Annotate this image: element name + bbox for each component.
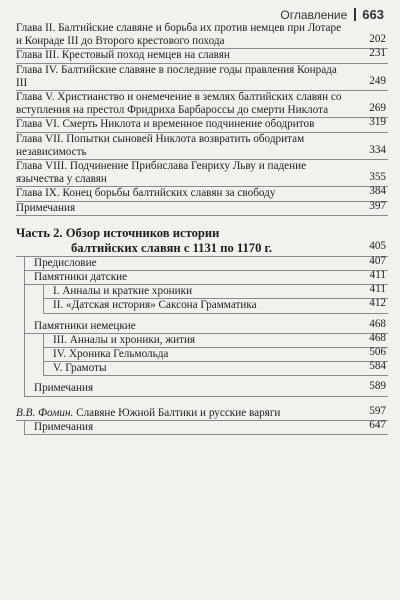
subsection-group bbox=[43, 331, 388, 377]
running-header bbox=[280, 7, 384, 22]
toc-entry-title: Предисловие bbox=[34, 256, 97, 269]
toc-entry-title: Глава III. Крестовый поход немцев на славян bbox=[16, 49, 230, 62]
toc-entry-title: Глава IV. Балтийские славяне в последние годы правления Конрада III bbox=[16, 63, 337, 89]
toc-entry-page: 384 bbox=[369, 185, 386, 198]
toc-entry-page: 468 bbox=[369, 317, 386, 330]
toc-entry-title: Примечания bbox=[34, 382, 94, 395]
toc-entry-page: 355 bbox=[369, 171, 386, 184]
toc-entry-title: Глава V. Христианство и онемечение в землях балтийских славян со вступления на престол Фридриха Барбароссы до смерти Никлота bbox=[16, 91, 342, 117]
toc-entry-title: I. Анналы и краткие хроники bbox=[53, 285, 193, 298]
toc-entry bbox=[16, 133, 388, 160]
toc-entry bbox=[16, 22, 388, 49]
toc-entry bbox=[25, 418, 388, 435]
toc-entry-page: 506 bbox=[369, 346, 386, 359]
toc-entry bbox=[25, 382, 388, 396]
toc-entry-title: Глава VIII. Подчинение Прибислава Генриху Льву и падение язычества у славян bbox=[16, 160, 307, 186]
toc-entry bbox=[16, 118, 388, 132]
part-heading bbox=[16, 226, 388, 257]
toc-entry bbox=[16, 160, 388, 187]
toc-entry-title: III. Анналы и хроники, жития bbox=[53, 333, 196, 346]
toc-entry-title: Глава VI. Смерть Никлота и временное подчинение ободритов bbox=[16, 118, 315, 131]
toc-entry bbox=[25, 317, 388, 334]
toc-entry-title: Памятники немецкие bbox=[34, 319, 136, 332]
toc-entry-title: IV. Хроника Гельмольда bbox=[53, 348, 169, 361]
toc-entry bbox=[44, 299, 388, 313]
subsection-group bbox=[43, 285, 388, 313]
toc-entry-title: Глава II. Балтийские славяне и борьба их против немцев при Лотаре и Конраде III до Второго крестового похода bbox=[16, 22, 342, 48]
toc-entry-page: 231 bbox=[369, 47, 386, 60]
toc-entry-page: 647 bbox=[369, 418, 386, 431]
toc-entry bbox=[44, 362, 388, 376]
toc-entry-title: Глава IX. Конец борьбы балтийских славян за свободу bbox=[16, 187, 276, 200]
toc-entry-page: 319 bbox=[369, 116, 386, 129]
toc-entry-page: 202 bbox=[369, 33, 386, 46]
toc-entry-appendix bbox=[16, 404, 388, 421]
toc-entry bbox=[44, 331, 388, 348]
part-title-line: балтийских славян с 1131 по 1170 г. bbox=[71, 240, 272, 255]
toc-entry-page: 407 bbox=[369, 254, 386, 267]
table-of-contents bbox=[16, 22, 388, 435]
toc-entry-page: 269 bbox=[369, 102, 386, 115]
toc-entry bbox=[16, 91, 388, 118]
toc-entry-page: 397 bbox=[369, 199, 386, 212]
part-title-line: Часть 2. Обзор источников истории bbox=[16, 225, 220, 240]
appendix-title: Славяне Южной Балтики и русские варяги bbox=[76, 406, 281, 419]
toc-entry bbox=[25, 271, 388, 285]
toc-entry-page: 412 bbox=[369, 297, 386, 310]
header-page-number: 663 bbox=[362, 7, 384, 22]
toc-entry-page: 597 bbox=[369, 404, 386, 417]
toc-entry-page: 411 bbox=[369, 283, 386, 296]
toc-entry-title: Примечания bbox=[34, 420, 94, 433]
toc-entry-page: 334 bbox=[369, 143, 386, 156]
toc-entry bbox=[16, 187, 388, 201]
toc-entry-title: II. «Датская история» Саксона Грамматика bbox=[53, 299, 257, 312]
toc-entry-page: 411 bbox=[369, 269, 386, 282]
appendix-author: В.В. Фомин. bbox=[16, 406, 74, 419]
toc-entry-page: 249 bbox=[369, 74, 386, 87]
toc-entry-title: Примечания bbox=[16, 201, 76, 214]
toc-entry-page: 468 bbox=[369, 331, 386, 344]
toc-entry-page: 589 bbox=[369, 380, 386, 393]
part-page: 405 bbox=[369, 239, 386, 252]
toc-entry bbox=[44, 285, 388, 299]
header-divider bbox=[354, 8, 356, 21]
header-section-title: Оглавление bbox=[280, 7, 348, 22]
toc-entry-title: Глава VII. Попытки сыновей Никлота возвратить ободритам независимость bbox=[16, 132, 305, 158]
toc-entry-title: V. Грамоты bbox=[53, 362, 107, 375]
toc-entry bbox=[16, 49, 388, 63]
toc-entry bbox=[16, 64, 388, 91]
toc-entry bbox=[16, 199, 388, 216]
toc-entry bbox=[25, 254, 388, 271]
part-subsections bbox=[24, 254, 388, 397]
toc-entry bbox=[44, 348, 388, 362]
toc-entry-title: Памятники датские bbox=[34, 271, 128, 284]
toc-entry-page: 584 bbox=[369, 360, 386, 373]
